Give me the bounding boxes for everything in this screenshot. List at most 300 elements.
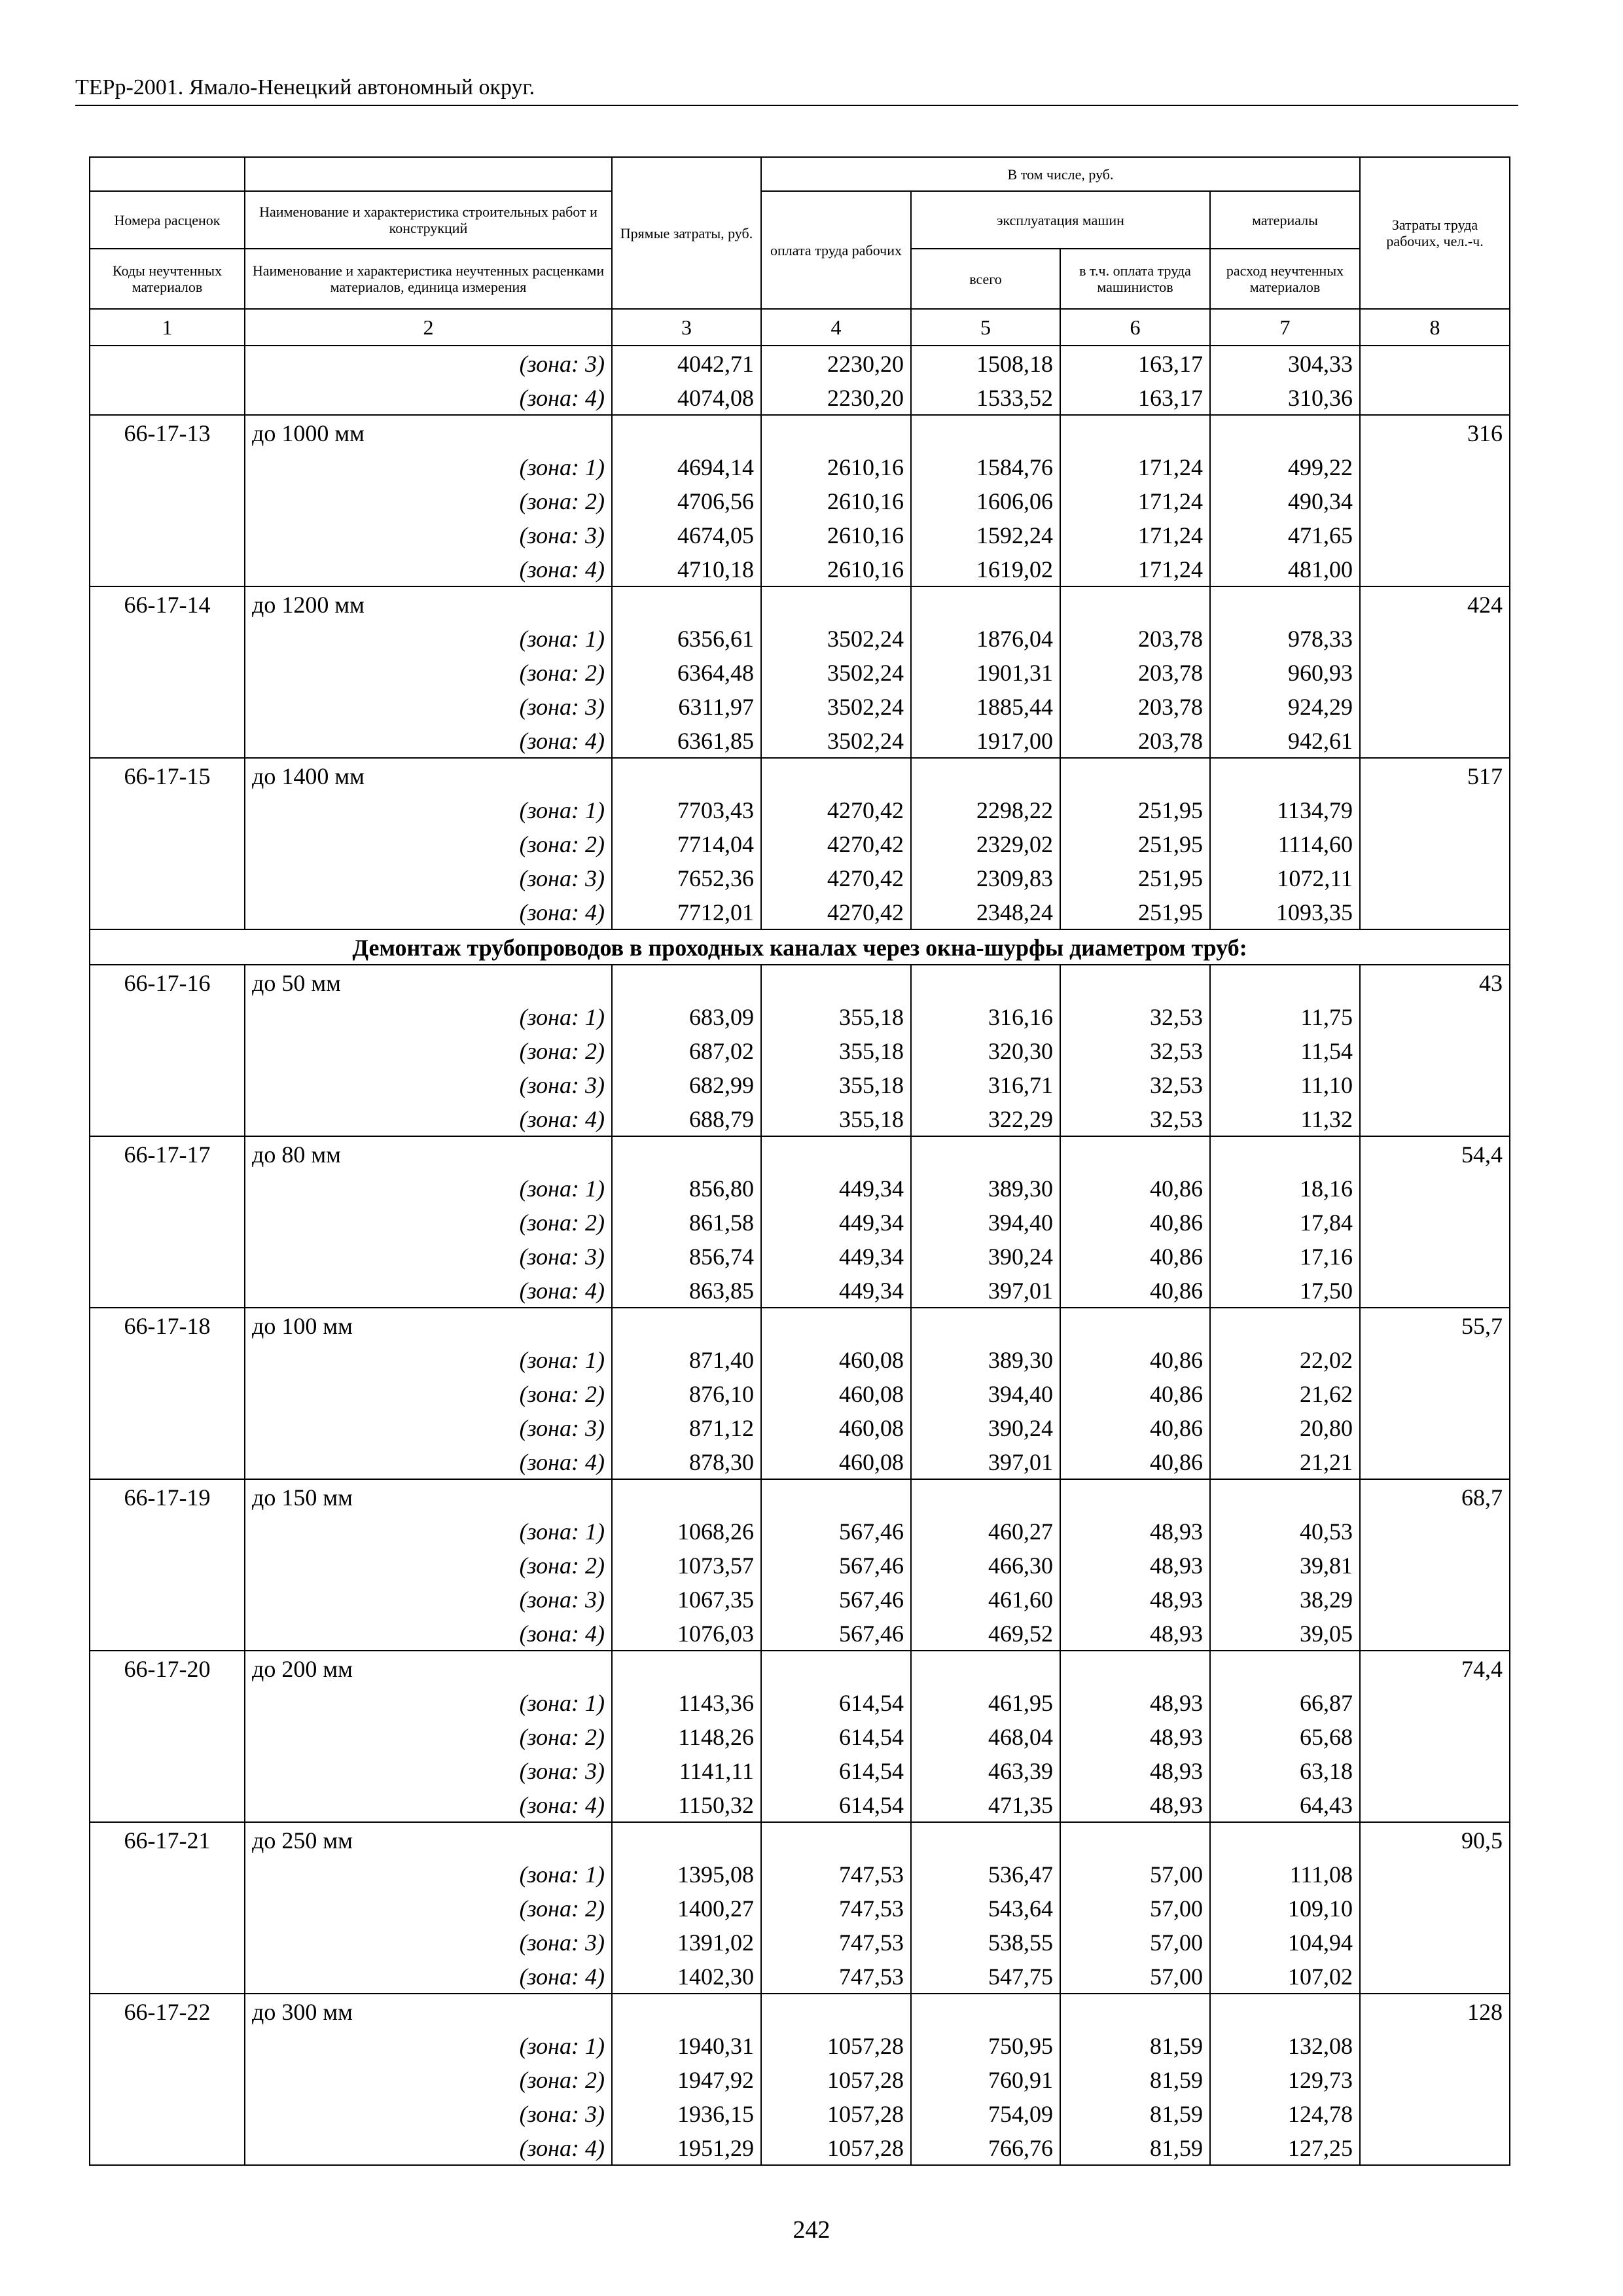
operator-pay-value: 81,59 (1060, 2096, 1210, 2130)
rate-code: 66-17-19 (90, 1479, 245, 1514)
materials-value: 1114,60 (1210, 827, 1360, 861)
direct-costs-value: 876,10 (612, 1376, 761, 1410)
empty-cell (612, 1479, 761, 1514)
materials-value: 22,02 (1210, 1342, 1360, 1376)
labor-costs-value (1360, 689, 1510, 723)
rate-code-cell (90, 1548, 245, 1582)
rate-code-cell (90, 518, 245, 552)
rate-code: 66-17-17 (90, 1136, 245, 1171)
zone-row (90, 450, 1510, 484)
direct-costs-value: 683,09 (612, 999, 761, 1033)
materials-value: 132,08 (1210, 2028, 1360, 2062)
rate-name: до 300 мм (245, 1994, 612, 2028)
empty-cell (911, 415, 1060, 450)
empty-cell (911, 758, 1060, 793)
table-body (90, 346, 1510, 2165)
empty-cell (1060, 1308, 1210, 1342)
rate-code: 66-17-15 (90, 758, 245, 793)
direct-costs-value: 1141,11 (612, 1753, 761, 1787)
operator-pay-value: 40,86 (1060, 1273, 1210, 1308)
rate-code-cell (90, 655, 245, 689)
rate-code-cell (90, 793, 245, 827)
machines-total-value: 538,55 (911, 1925, 1060, 1959)
labor-costs-value (1360, 552, 1510, 586)
rate-code-cell (90, 2130, 245, 2165)
empty-cell (761, 1136, 911, 1171)
zone-label: (зона: 2) (245, 1033, 612, 1067)
empty-cell (1060, 1136, 1210, 1171)
empty-cell (911, 965, 1060, 999)
worker-pay-value: 449,34 (761, 1171, 911, 1205)
labor-costs-value (1360, 1891, 1510, 1925)
labor-costs-value (1360, 1273, 1510, 1308)
worker-pay-value: 4270,42 (761, 895, 911, 929)
header-blank (90, 157, 245, 191)
worker-pay-value: 449,34 (761, 1273, 911, 1308)
zone-row (90, 999, 1510, 1033)
empty-cell (1060, 1479, 1210, 1514)
empty-cell (761, 1479, 911, 1514)
materials-value: 40,53 (1210, 1514, 1360, 1548)
operator-pay-value: 171,24 (1060, 484, 1210, 518)
labor-costs-value (1360, 1685, 1510, 1719)
labor-costs-value: 90,5 (1360, 1822, 1510, 1857)
rate-name: до 1000 мм (245, 415, 612, 450)
machines-total-value: 547,75 (911, 1959, 1060, 1994)
operator-pay-value: 40,86 (1060, 1342, 1210, 1376)
materials-value: 960,93 (1210, 655, 1360, 689)
rate-row (90, 1479, 1510, 1514)
rate-row (90, 965, 1510, 999)
zone-row (90, 1102, 1510, 1136)
materials-value: 17,50 (1210, 1273, 1360, 1308)
rate-row (90, 1308, 1510, 1342)
rate-code-cell (90, 1685, 245, 1719)
zone-row (90, 895, 1510, 929)
materials-value: 20,80 (1210, 1410, 1360, 1444)
column-numbers-row (90, 309, 1510, 346)
materials-value: 17,16 (1210, 1239, 1360, 1273)
zone-row (90, 346, 1510, 380)
direct-costs-value: 1067,35 (612, 1582, 761, 1616)
labor-costs-value (1360, 2096, 1510, 2130)
worker-pay-value: 1057,28 (761, 2028, 911, 2062)
worker-pay-value: 747,53 (761, 1925, 911, 1959)
zone-label: (зона: 1) (245, 2028, 612, 2062)
direct-costs-value: 7712,01 (612, 895, 761, 929)
rate-code: 66-17-14 (90, 586, 245, 621)
machines-total-value: 390,24 (911, 1410, 1060, 1444)
materials-value: 66,87 (1210, 1685, 1360, 1719)
operator-pay-value: 48,93 (1060, 1787, 1210, 1822)
materials-value: 63,18 (1210, 1753, 1360, 1787)
materials-value: 310,36 (1210, 380, 1360, 415)
rate-code: 66-17-18 (90, 1308, 245, 1342)
empty-cell (761, 1994, 911, 2028)
empty-cell (761, 1822, 911, 1857)
materials-value: 11,75 (1210, 999, 1360, 1033)
direct-costs-value: 1073,57 (612, 1548, 761, 1582)
zone-label: (зона: 1) (245, 621, 612, 655)
zone-row (90, 1067, 1510, 1102)
zone-row (90, 2028, 1510, 2062)
direct-costs-value: 1150,32 (612, 1787, 761, 1822)
rate-name: до 50 мм (245, 965, 612, 999)
zone-label: (зона: 3) (245, 2096, 612, 2130)
operator-pay-value: 48,93 (1060, 1616, 1210, 1651)
labor-costs-value (1360, 1410, 1510, 1444)
labor-costs-value (1360, 1067, 1510, 1102)
zone-row (90, 1582, 1510, 1616)
direct-costs-value: 871,12 (612, 1410, 761, 1444)
zone-row (90, 655, 1510, 689)
operator-pay-value: 81,59 (1060, 2062, 1210, 2096)
header-work-name: Наименование и характеристика строительных работ и конструкций (245, 191, 612, 249)
empty-cell (1210, 1308, 1360, 1342)
labor-costs-value (1360, 1582, 1510, 1616)
worker-pay-value: 1057,28 (761, 2096, 911, 2130)
rate-row (90, 1994, 1510, 2028)
worker-pay-value: 614,54 (761, 1787, 911, 1822)
rate-code-cell (90, 380, 245, 415)
operator-pay-value: 40,86 (1060, 1171, 1210, 1205)
direct-costs-value: 871,40 (612, 1342, 761, 1376)
rate-code-cell (90, 1514, 245, 1548)
rate-name: до 1400 мм (245, 758, 612, 793)
operator-pay-value: 171,24 (1060, 552, 1210, 586)
operator-pay-value: 32,53 (1060, 1033, 1210, 1067)
header-material-codes: Коды неучтенных материалов (90, 249, 245, 309)
worker-pay-value: 355,18 (761, 1033, 911, 1067)
labor-costs-value (1360, 793, 1510, 827)
rate-code-cell (90, 1239, 245, 1273)
empty-cell (1210, 1994, 1360, 2028)
materials-value: 129,73 (1210, 2062, 1360, 2096)
rate-code-cell (90, 1033, 245, 1067)
labor-costs-value: 517 (1360, 758, 1510, 793)
materials-value: 65,68 (1210, 1719, 1360, 1753)
machines-total-value: 397,01 (911, 1273, 1060, 1308)
column-number: 7 (1210, 309, 1360, 346)
worker-pay-value: 567,46 (761, 1514, 911, 1548)
section-title-row (90, 929, 1510, 965)
materials-value: 39,05 (1210, 1616, 1360, 1651)
direct-costs-value: 1936,15 (612, 2096, 761, 2130)
header-material-names: Наименование и характеристика неучтенных расценками материалов, единица измерения (245, 249, 612, 309)
zone-label: (зона: 1) (245, 1514, 612, 1548)
rate-code: 66-17-13 (90, 415, 245, 450)
zone-row (90, 1959, 1510, 1994)
direct-costs-value: 682,99 (612, 1067, 761, 1102)
operator-pay-value: 40,86 (1060, 1376, 1210, 1410)
worker-pay-value: 3502,24 (761, 723, 911, 758)
empty-cell (1210, 1136, 1360, 1171)
machines-total-value: 471,35 (911, 1787, 1060, 1822)
operator-pay-value: 203,78 (1060, 689, 1210, 723)
operator-pay-value: 48,93 (1060, 1753, 1210, 1787)
machines-total-value: 543,64 (911, 1891, 1060, 1925)
zone-row (90, 1239, 1510, 1273)
empty-cell (1060, 758, 1210, 793)
rate-code: 66-17-22 (90, 1994, 245, 2028)
empty-cell (1060, 415, 1210, 450)
rate-row (90, 586, 1510, 621)
operator-pay-value: 40,86 (1060, 1205, 1210, 1239)
worker-pay-value: 355,18 (761, 999, 911, 1033)
zone-label: (зона: 4) (245, 552, 612, 586)
zone-row (90, 1548, 1510, 1582)
rate-row (90, 758, 1510, 793)
machines-total-value: 460,27 (911, 1514, 1060, 1548)
column-number: 5 (911, 309, 1060, 346)
zone-label: (зона: 1) (245, 450, 612, 484)
worker-pay-value: 460,08 (761, 1376, 911, 1410)
machines-total-value: 468,04 (911, 1719, 1060, 1753)
zone-label: (зона: 2) (245, 1376, 612, 1410)
machines-total-value: 461,60 (911, 1582, 1060, 1616)
empty-cell (612, 1136, 761, 1171)
header-rate-numbers: Номера расценок (90, 191, 245, 249)
direct-costs-value: 1940,31 (612, 2028, 761, 2062)
zone-label: (зона: 4) (245, 895, 612, 929)
direct-costs-value: 7652,36 (612, 861, 761, 895)
page-number: 242 (793, 2216, 830, 2244)
empty-cell (612, 586, 761, 621)
labor-costs-value: 55,7 (1360, 1308, 1510, 1342)
machines-total-value: 316,16 (911, 999, 1060, 1033)
direct-costs-value: 1400,27 (612, 1891, 761, 1925)
direct-costs-value: 1402,30 (612, 1959, 761, 1994)
operator-pay-value: 48,93 (1060, 1685, 1210, 1719)
empty-cell (911, 1479, 1060, 1514)
worker-pay-value: 460,08 (761, 1342, 911, 1376)
section-title: Демонтаж трубопроводов в проходных каналах через окна-шурфы диаметром труб: (90, 929, 1510, 965)
rate-code-cell (90, 1719, 245, 1753)
operator-pay-value: 163,17 (1060, 346, 1210, 380)
labor-costs-value (1360, 1376, 1510, 1410)
zone-row (90, 827, 1510, 861)
worker-pay-value: 2610,16 (761, 552, 911, 586)
direct-costs-value: 6356,61 (612, 621, 761, 655)
zone-row (90, 861, 1510, 895)
rate-code: 66-17-16 (90, 965, 245, 999)
rate-code-cell (90, 1582, 245, 1616)
empty-cell (761, 965, 911, 999)
operator-pay-value: 48,93 (1060, 1719, 1210, 1753)
zone-row (90, 1205, 1510, 1239)
rate-code-cell (90, 827, 245, 861)
header-machines: эксплуатация машин (911, 191, 1210, 249)
rate-code-cell (90, 1857, 245, 1891)
rate-code-cell (90, 1067, 245, 1102)
labor-costs-value (1360, 1514, 1510, 1548)
operator-pay-value: 48,93 (1060, 1548, 1210, 1582)
rate-row (90, 1136, 1510, 1171)
materials-value: 21,62 (1210, 1376, 1360, 1410)
materials-value: 111,08 (1210, 1857, 1360, 1891)
zone-row (90, 2096, 1510, 2130)
operator-pay-value: 81,59 (1060, 2028, 1210, 2062)
zone-label: (зона: 2) (245, 1719, 612, 1753)
direct-costs-value: 4706,56 (612, 484, 761, 518)
rate-code-cell (90, 621, 245, 655)
empty-cell (761, 586, 911, 621)
rate-code-cell (90, 1273, 245, 1308)
zone-row (90, 380, 1510, 415)
zone-row (90, 2062, 1510, 2096)
zone-label: (зона: 4) (245, 1616, 612, 1651)
direct-costs-value: 688,79 (612, 1102, 761, 1136)
machines-total-value: 463,39 (911, 1753, 1060, 1787)
column-number: 8 (1360, 309, 1510, 346)
page-header: ТЕРр-2001. Ямало-Ненецкий автономный округ. (75, 73, 1518, 106)
operator-pay-value: 171,24 (1060, 518, 1210, 552)
direct-costs-value: 1068,26 (612, 1514, 761, 1548)
header-including: В том числе, руб. (761, 157, 1360, 191)
zone-label: (зона: 4) (245, 723, 612, 758)
zone-row (90, 1342, 1510, 1376)
empty-cell (1060, 1651, 1210, 1685)
zone-label: (зона: 4) (245, 1444, 612, 1479)
zone-label: (зона: 3) (245, 689, 612, 723)
zone-label: (зона: 2) (245, 484, 612, 518)
zone-label: (зона: 3) (245, 1067, 612, 1102)
zone-label: (зона: 2) (245, 827, 612, 861)
operator-pay-value: 57,00 (1060, 1891, 1210, 1925)
zone-row (90, 1444, 1510, 1479)
worker-pay-value: 2610,16 (761, 518, 911, 552)
zone-row (90, 518, 1510, 552)
labor-costs-value (1360, 999, 1510, 1033)
rate-name: до 200 мм (245, 1651, 612, 1685)
labor-costs-value (1360, 2130, 1510, 2165)
rate-name: до 1200 мм (245, 586, 612, 621)
zone-row (90, 1410, 1510, 1444)
zone-row (90, 484, 1510, 518)
rate-code-cell (90, 895, 245, 929)
machines-total-value: 1592,24 (911, 518, 1060, 552)
column-number: 6 (1060, 309, 1210, 346)
materials-value: 104,94 (1210, 1925, 1360, 1959)
empty-cell (761, 1651, 911, 1685)
materials-value: 11,54 (1210, 1033, 1360, 1067)
labor-costs-value (1360, 1753, 1510, 1787)
materials-value: 18,16 (1210, 1171, 1360, 1205)
zone-row (90, 1787, 1510, 1822)
operator-pay-value: 163,17 (1060, 380, 1210, 415)
zone-label: (зона: 3) (245, 861, 612, 895)
machines-total-value: 394,40 (911, 1376, 1060, 1410)
zone-label: (зона: 3) (245, 346, 612, 380)
rate-code-cell (90, 1376, 245, 1410)
zone-label: (зона: 4) (245, 1787, 612, 1822)
operator-pay-value: 203,78 (1060, 655, 1210, 689)
empty-cell (612, 415, 761, 450)
machines-total-value: 1901,31 (911, 655, 1060, 689)
zone-label: (зона: 3) (245, 1410, 612, 1444)
machines-total-value: 1508,18 (911, 346, 1060, 380)
column-number: 3 (612, 309, 761, 346)
operator-pay-value: 32,53 (1060, 1102, 1210, 1136)
worker-pay-value: 3502,24 (761, 621, 911, 655)
labor-costs-value: 54,4 (1360, 1136, 1510, 1171)
rate-code-cell (90, 1616, 245, 1651)
direct-costs-value: 856,80 (612, 1171, 761, 1205)
empty-cell (761, 415, 911, 450)
materials-value: 1134,79 (1210, 793, 1360, 827)
rate-row (90, 1651, 1510, 1685)
rate-code-cell (90, 450, 245, 484)
labor-costs-value (1360, 1548, 1510, 1582)
materials-value: 11,32 (1210, 1102, 1360, 1136)
header-direct-costs: Прямые затраты, руб. (612, 157, 761, 309)
worker-pay-value: 614,54 (761, 1753, 911, 1787)
empty-cell (1060, 965, 1210, 999)
zone-label: (зона: 2) (245, 1891, 612, 1925)
labor-costs-value (1360, 827, 1510, 861)
materials-value: 124,78 (1210, 2096, 1360, 2130)
rate-code-cell (90, 1444, 245, 1479)
machines-total-value: 1533,52 (911, 380, 1060, 415)
operator-pay-value: 57,00 (1060, 1959, 1210, 1994)
operator-pay-value: 57,00 (1060, 1925, 1210, 1959)
worker-pay-value: 747,53 (761, 1959, 911, 1994)
machines-total-value: 2298,22 (911, 793, 1060, 827)
materials-value: 471,65 (1210, 518, 1360, 552)
materials-value: 499,22 (1210, 450, 1360, 484)
direct-costs-value: 1395,08 (612, 1857, 761, 1891)
empty-cell (1210, 1822, 1360, 1857)
machines-total-value: 750,95 (911, 2028, 1060, 2062)
labor-costs-value (1360, 484, 1510, 518)
labor-costs-value (1360, 723, 1510, 758)
machines-total-value: 754,09 (911, 2096, 1060, 2130)
rate-code-cell (90, 1959, 245, 1994)
materials-value: 38,29 (1210, 1582, 1360, 1616)
rate-code-cell (90, 999, 245, 1033)
materials-value: 64,43 (1210, 1787, 1360, 1822)
header-labor-costs: Затраты труда рабочих, чел.-ч. (1360, 157, 1510, 309)
rate-code-cell (90, 1342, 245, 1376)
machines-total-value: 322,29 (911, 1102, 1060, 1136)
rate-name: до 80 мм (245, 1136, 612, 1171)
labor-costs-value (1360, 518, 1510, 552)
header-operator-pay: в т.ч. оплата труда машинистов (1060, 249, 1210, 309)
zone-row (90, 1685, 1510, 1719)
column-number: 4 (761, 309, 911, 346)
zone-label: (зона: 1) (245, 1685, 612, 1719)
rate-code-cell (90, 2062, 245, 2096)
materials-value: 942,61 (1210, 723, 1360, 758)
zone-label: (зона: 3) (245, 1925, 612, 1959)
zone-label: (зона: 3) (245, 1753, 612, 1787)
rate-row (90, 415, 1510, 450)
zone-label: (зона: 3) (245, 1239, 612, 1273)
labor-costs-value (1360, 1719, 1510, 1753)
labor-costs-value (1360, 450, 1510, 484)
labor-costs-value (1360, 1787, 1510, 1822)
operator-pay-value: 32,53 (1060, 1067, 1210, 1102)
direct-costs-value: 6364,48 (612, 655, 761, 689)
materials-value: 107,02 (1210, 1959, 1360, 1994)
empty-cell (1210, 415, 1360, 450)
empty-cell (911, 1308, 1060, 1342)
rate-name: до 250 мм (245, 1822, 612, 1857)
machines-total-value: 1876,04 (911, 621, 1060, 655)
zone-label: (зона: 4) (245, 1102, 612, 1136)
labor-costs-value (1360, 2062, 1510, 2096)
direct-costs-value: 863,85 (612, 1273, 761, 1308)
